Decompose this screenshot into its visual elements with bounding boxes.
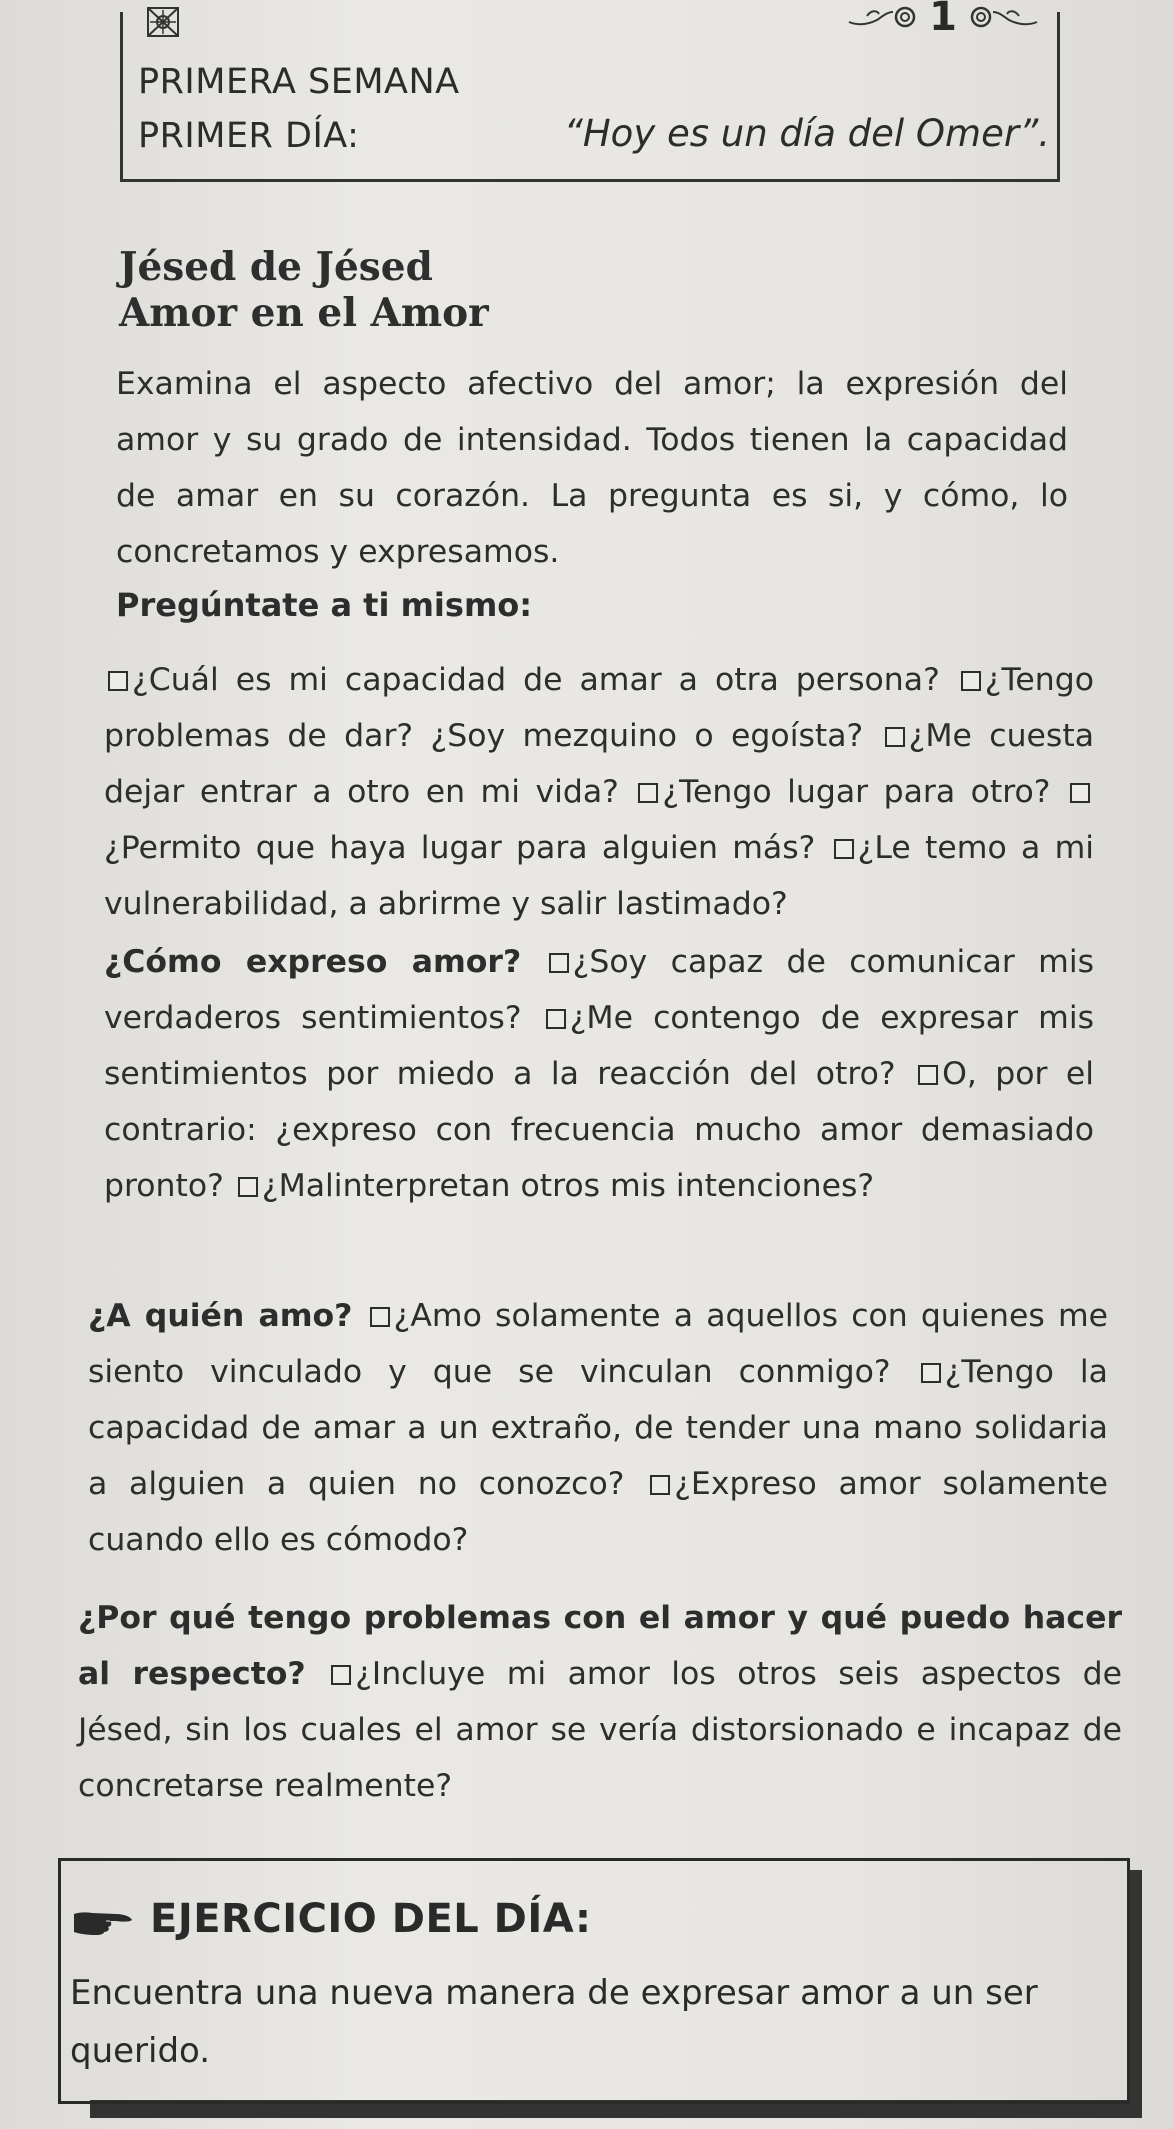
question-paragraph-3: [88, 1288, 1108, 1568]
checkbox-icon: [885, 727, 905, 747]
exercise-title: EJERCICIO DEL DÍA:: [150, 1896, 592, 1942]
question-item: ¿Tengo la capacidad de amar a un extraño, de tender una mano solidaria a alguien a quien no conozco?: [88, 1354, 1108, 1502]
pointing-hand-icon: [70, 1904, 136, 1936]
question-item: ¿Le temo a mi vulnerabilidad, a abrirme y salir lastimado?: [104, 830, 1094, 922]
week-label: PRIMERA SEMANA: [138, 62, 460, 102]
checkbox-icon: [370, 1307, 390, 1327]
section-lead: ¿A quién amo?: [88, 1298, 353, 1334]
question-item: O, por el contrario: ¿expreso con frecuencia mucho amor demasiado pronto?: [104, 1056, 1095, 1204]
page-title: Jésed de Jésed: [119, 244, 433, 290]
question-item: ¿Malinterpretan otros mis intenciones?: [261, 1168, 875, 1204]
question-item: ¿Me cuesta dejar entrar a otro en mi vida?: [104, 718, 1094, 810]
page-number: 1: [929, 0, 957, 40]
question-paragraph-4: [78, 1590, 1122, 1814]
checkbox-icon: [918, 1065, 938, 1085]
question-item: ¿Permito que haya lugar para alguien más?: [104, 830, 816, 866]
section-lead: ¿Por qué tengo problemas con el amor y qué puedo hacer al respecto?: [78, 1600, 1122, 1692]
question-item: ¿Soy capaz de comunicar mis verdaderos sentimientos?: [104, 944, 1095, 1036]
question-item: ¿Cuál es mi capacidad de amar a otra persona?: [132, 662, 940, 698]
checkbox-icon: [638, 783, 658, 803]
question-item: ¿Tengo lugar para otro?: [662, 774, 1051, 810]
checkbox-icon: [961, 671, 981, 691]
checkbox-icon: [546, 1009, 566, 1029]
checkbox-icon: [834, 839, 854, 859]
question-paragraph-1: [104, 652, 1094, 932]
question-item: ¿Me contengo de expresar mis sentimientos por miedo a la reacción del otro?: [104, 1000, 1094, 1092]
question-item: ¿Incluye mi amor los otros seis aspectos de Jésed, sin los cuales el amor se vería distorsionado e incapaz de concretarse realmente?: [78, 1656, 1122, 1804]
checkbox-icon: [331, 1665, 351, 1685]
intro-paragraph: Examina el aspecto afectivo del amor; la expresión del amor y su grado de intensidad. Todos tienen la capacidad de amar en su corazón. La pregunta es si, y cómo, lo concretamos y expresamos.: [116, 366, 1068, 570]
question-paragraph-2: [104, 934, 1094, 1214]
checkbox-icon: [549, 953, 569, 973]
question-item: ¿Expreso amor solamente cuando ello es cómodo?: [88, 1466, 1108, 1558]
question-item: ¿Tengo problemas de dar? ¿Soy mezquino o egoísta?: [104, 662, 1095, 754]
page-subtitle: Amor en el Amor: [119, 290, 489, 336]
checkbox-icon: [108, 671, 128, 691]
question-item: ¿Amo solamente a aquellos con quienes me siento vinculado y que se vinculan conmigo?: [88, 1298, 1109, 1390]
checkbox-icon: [1070, 783, 1090, 803]
checkbox-icon: [650, 1475, 670, 1495]
exercise-box-shadow: [1128, 1870, 1142, 2114]
omer-quote: “Hoy es un día del Omer”.: [563, 112, 1050, 155]
section-lead: ¿Cómo expreso amor?: [104, 944, 522, 980]
ask-heading: Pregúntate a ti mismo:: [116, 586, 533, 624]
checkbox-icon: [238, 1177, 258, 1197]
checkbox-icon: [921, 1363, 941, 1383]
exercise-text: Encuentra una nueva manera de expresar amor a un ser querido.: [70, 1973, 1038, 2071]
day-label: PRIMER DÍA:: [138, 116, 360, 156]
